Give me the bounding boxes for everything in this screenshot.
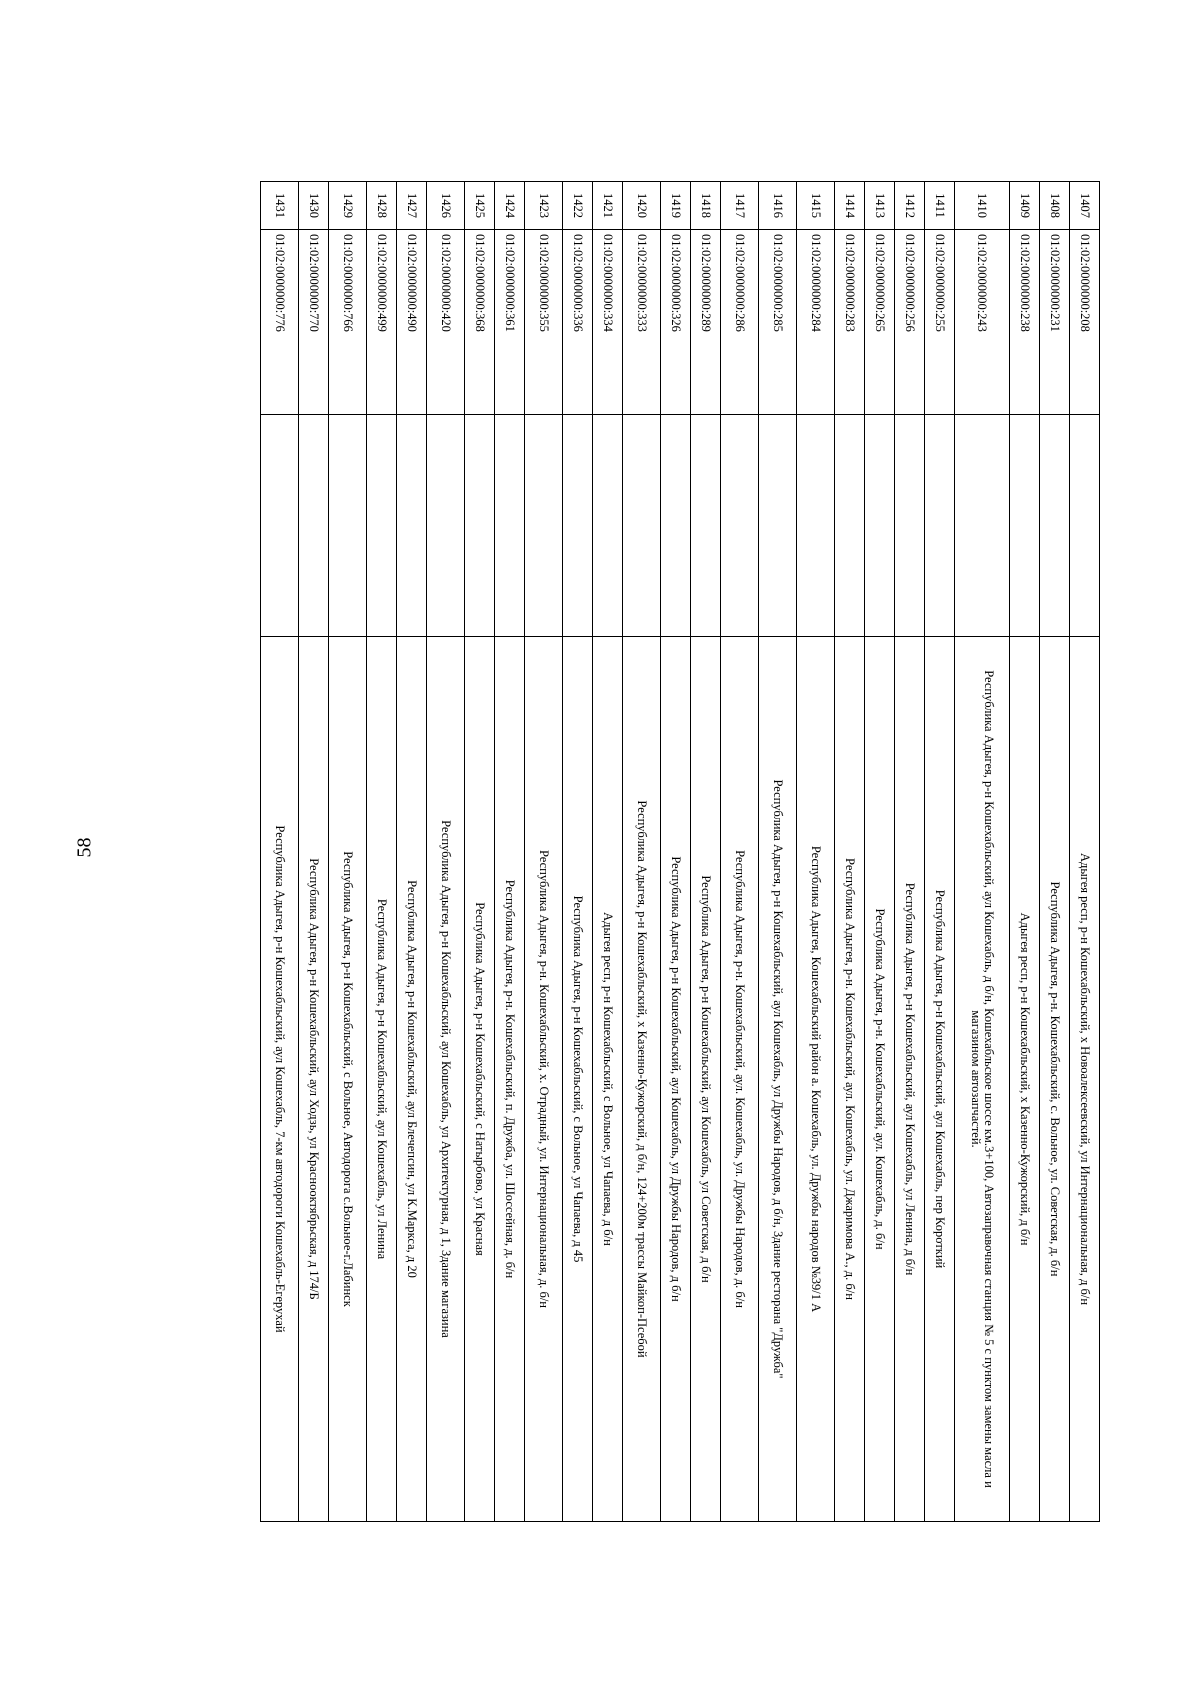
row-number-cell: 1426 [427, 182, 465, 230]
address-cell: Республика Адыгея, р-н Кошехабльский, аул Кошехабль, ул Ленина, д б/н [895, 637, 925, 1522]
cadastral-number-cell: 01:02:0000000:490 [397, 230, 427, 415]
table-row [661, 182, 691, 1522]
table-row [465, 182, 495, 1522]
empty-cell [759, 415, 797, 637]
address-cell: Республика Адыгея, р-н. Кошехабльский, аул. Кошехабль, ул. Дружбы Народов, д. б/н [721, 637, 759, 1522]
table-row [397, 182, 427, 1522]
row-number-cell: 1409 [1010, 182, 1040, 230]
empty-cell [1040, 415, 1070, 637]
row-number-cell: 1423 [525, 182, 563, 230]
table-row [1040, 182, 1070, 1522]
cadastral-number-cell: 01:02:0000000:333 [623, 230, 661, 415]
address-cell: Республика Адыгея, р-н Кошехабльский, аул Кошехабль, д б/н, Кошехабльское шоссе км.3+100, Автозаправочная станция № 5 с пунктом замены масла и магазином автозапчастей. [955, 637, 1010, 1522]
cadastral-number-cell: 01:02:0000000:776 [261, 230, 299, 415]
cadastral-number-cell: 01:02:0000000:336 [563, 230, 593, 415]
row-number-cell: 1431 [261, 182, 299, 230]
address-cell: Республика Адыгея, р-н. Кошехабльский, аул. Кошехабль, д. б/н [865, 637, 895, 1522]
row-number-cell: 1407 [1070, 182, 1100, 230]
cadastral-number-cell: 01:02:0000000:265 [865, 230, 895, 415]
row-number-cell: 1414 [835, 182, 865, 230]
table-row [925, 182, 955, 1522]
address-cell: Адыгея респ, р-н Кошехабльский, х Казенно-Кужорский, д б/н [1010, 637, 1040, 1522]
table-row [1070, 182, 1100, 1522]
table-row [495, 182, 525, 1522]
table-row [427, 182, 465, 1522]
cadastral-number-cell: 01:02:0000000:255 [925, 230, 955, 415]
row-number-cell: 1419 [661, 182, 691, 230]
table-row [593, 182, 623, 1522]
register-table-body [261, 182, 1100, 1522]
table-row [1010, 182, 1040, 1522]
empty-cell [661, 415, 691, 637]
table-row [895, 182, 925, 1522]
empty-cell [721, 415, 759, 637]
empty-cell [835, 415, 865, 637]
address-cell: Республика Адыгея, Кошехабльский район а. Кошехабль, ул. Дружбы народов №39/1 А [797, 637, 835, 1522]
cadastral-number-cell: 01:02:0000000:243 [955, 230, 1010, 415]
address-cell: Адыгея респ, р-н Кошехабльский, с Вольное, ул Чапаева, д б/н [593, 637, 623, 1522]
table-row [623, 182, 661, 1522]
row-number-cell: 1429 [329, 182, 367, 230]
table-row [759, 182, 797, 1522]
page-number: 58 [73, 837, 96, 858]
cadastral-number-cell: 01:02:0000000:368 [465, 230, 495, 415]
cadastral-number-cell: 01:02:0000000:208 [1070, 230, 1100, 415]
empty-cell [691, 415, 721, 637]
row-number-cell: 1428 [367, 182, 397, 230]
cadastral-number-cell: 01:02:0000000:284 [797, 230, 835, 415]
empty-cell [1010, 415, 1040, 637]
address-cell: Республика Адыгея, р-н Кошехабльский, аул Кошехабль, ул Советская, д б/н [691, 637, 721, 1522]
address-cell: Республика Адыгея, р-н Кошехабльский, аул Кошехабль, пер Короткий [925, 637, 955, 1522]
empty-cell [329, 415, 367, 637]
cadastral-number-cell: 01:02:0000000:326 [661, 230, 691, 415]
row-number-cell: 1422 [563, 182, 593, 230]
row-number-cell: 1430 [299, 182, 329, 230]
empty-cell [563, 415, 593, 637]
address-cell: Республика Адыгея, р-н. Кошехабльский, х. Отрадный, ул. Интернациональная, д. б/н [525, 637, 563, 1522]
address-cell: Республика Адыгея, р-н Кошехабльский, аул Ходзь, ул Краснооктябрьская, д 174/Б [299, 637, 329, 1522]
address-cell: Республика Адыгея, р-н Кошехабльский, аул Кошехабль, ул Дружбы Народов, д б/н [661, 637, 691, 1522]
row-number-cell: 1417 [721, 182, 759, 230]
table-row [563, 182, 593, 1522]
cadastral-number-cell: 01:02:0000000:286 [721, 230, 759, 415]
table-row [691, 182, 721, 1522]
cadastral-number-cell: 01:02:0000000:361 [495, 230, 525, 415]
register-table [260, 181, 1100, 1522]
table-row [797, 182, 835, 1522]
cadastral-number-cell: 01:02:0000000:231 [1040, 230, 1070, 415]
address-cell: Республика Адыгея, р-н Кошехабльский, с Вольное, ул Чапаева, д 45 [563, 637, 593, 1522]
cadastral-number-cell: 01:02:0000000:770 [299, 230, 329, 415]
address-cell: Адыгея респ, р-н Кошехабльский, х Новоалексеевский, ул Интернациональная, д б/н [1070, 637, 1100, 1522]
empty-cell [525, 415, 563, 637]
row-number-cell: 1427 [397, 182, 427, 230]
row-number-cell: 1425 [465, 182, 495, 230]
empty-cell [367, 415, 397, 637]
empty-cell [427, 415, 465, 637]
cadastral-number-cell: 01:02:0000000:499 [367, 230, 397, 415]
row-number-cell: 1412 [895, 182, 925, 230]
table-row [721, 182, 759, 1522]
empty-cell [925, 415, 955, 637]
row-number-cell: 1408 [1040, 182, 1070, 230]
address-cell: Республика Адыгея, р-н Кошехабльский, аул Кошехабль, ул Архитектурная, д 1, Здание магазина [427, 637, 465, 1522]
empty-cell [299, 415, 329, 637]
table-row [955, 182, 1010, 1522]
table-row [329, 182, 367, 1522]
table-row [525, 182, 563, 1522]
row-number-cell: 1418 [691, 182, 721, 230]
address-cell: Республика Адыгея, р-н Кошехабльский, аул Кошехабль, ул Дружбы Народов, д б/н, Здание ресторана "Дружба" [759, 637, 797, 1522]
rotated-table-container [180, 181, 1100, 1521]
empty-cell [1070, 415, 1100, 637]
address-cell: Республика Адыгея, р-н Кошехабльский, с Натырбово, ул Красная [465, 637, 495, 1522]
empty-cell [593, 415, 623, 637]
empty-cell [797, 415, 835, 637]
table-row [367, 182, 397, 1522]
address-cell: Республика Адыгея, р-н Кошехабльский, аул Кошехабль, 7-км автодороги Кошехабль-Егерухай [261, 637, 299, 1522]
cadastral-number-cell: 01:02:0000000:283 [835, 230, 865, 415]
empty-cell [895, 415, 925, 637]
row-number-cell: 1415 [797, 182, 835, 230]
cadastral-number-cell: 01:02:0000000:285 [759, 230, 797, 415]
cadastral-number-cell: 01:02:0000000:289 [691, 230, 721, 415]
cadastral-number-cell: 01:02:0000000:420 [427, 230, 465, 415]
row-number-cell: 1413 [865, 182, 895, 230]
empty-cell [623, 415, 661, 637]
table-row [299, 182, 329, 1522]
cadastral-number-cell: 01:02:0000000:256 [895, 230, 925, 415]
cadastral-number-cell: 01:02:0000000:334 [593, 230, 623, 415]
address-cell: Республика Адыгея, р-н Кошехабльский, х Казенно-Кужорский, д б/н, 124+200м трассы Майкоп-Псебой [623, 637, 661, 1522]
row-number-cell: 1416 [759, 182, 797, 230]
empty-cell [465, 415, 495, 637]
address-cell: Республика Адыгея, р-н. Кошехабльский, аул. Кошехабль, ул. Джаримова А., д. б/н [835, 637, 865, 1522]
row-number-cell: 1424 [495, 182, 525, 230]
empty-cell [397, 415, 427, 637]
row-number-cell: 1420 [623, 182, 661, 230]
row-number-cell: 1411 [925, 182, 955, 230]
address-cell: Республика Адыгея, р-н. Кошехабльский, п. Дружба, ул. Шоссейная, д. б/н [495, 637, 525, 1522]
table-row [261, 182, 299, 1522]
row-number-cell: 1421 [593, 182, 623, 230]
cadastral-number-cell: 01:02:0000000:766 [329, 230, 367, 415]
address-cell: Республика Адыгея, р-н Кошехабльский, аул Блечепсин, ул К.Маркса, д 20 [397, 637, 427, 1522]
address-cell: Республика Адыгея, р-н Кошехабльский, с Вольное, Автодорога с.Вольное-г.Лабинск [329, 637, 367, 1522]
empty-cell [865, 415, 895, 637]
cadastral-number-cell: 01:02:0000000:355 [525, 230, 563, 415]
table-row [835, 182, 865, 1522]
empty-cell [955, 415, 1010, 637]
address-cell: Республика Адыгея, р-н. Кошехабльский, с. Вольное, ул. Советская, д. б/н [1040, 637, 1070, 1522]
table-row [865, 182, 895, 1522]
cadastral-number-cell: 01:02:0000000:238 [1010, 230, 1040, 415]
empty-cell [495, 415, 525, 637]
row-number-cell: 1410 [955, 182, 1010, 230]
empty-cell [261, 415, 299, 637]
address-cell: Республика Адыгея, р-н Кошехабльский, аул Кошехабль, ул Ленина [367, 637, 397, 1522]
